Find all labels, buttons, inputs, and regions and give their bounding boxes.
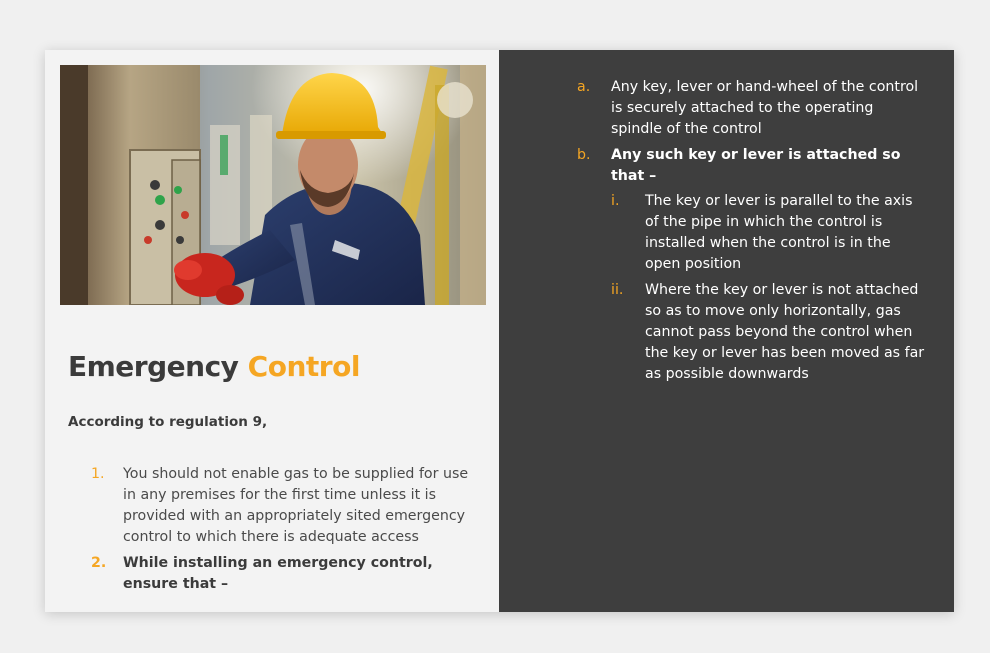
list-item [91,464,471,548]
list-item-text: The key or lever is parallel to the axis of the pipe in which the control is installed when the control is in the open position [645,193,913,272]
list-item [611,191,927,275]
list-item-text: While installing an emergency control, ensure that – [123,555,433,592]
page-title [68,350,360,383]
worker-photo [60,65,486,305]
list-marker: i. [611,193,620,209]
list-item-text: Any such key or lever is attached so that – [611,147,901,184]
list-item [577,77,927,140]
list-marker: b. [577,147,591,163]
nested-list [611,191,927,385]
list-item [611,280,927,385]
list-item-text: Any key, lever or hand-wheel of the control is securely attached to the operating spindle of the control [611,79,919,137]
list-item [577,145,927,385]
right-panel [499,50,954,612]
list-marker: 2. [91,555,107,571]
title-part1: Emergency [68,350,239,383]
list-item-text: You should not enable gas to be supplied for use in any premises for the first time unless it is provided with an appropriately sited emergency control to which there is adequate access [123,466,469,545]
title-part2: Control [247,350,360,383]
list-marker: a. [577,79,591,95]
list-item [91,553,471,595]
sub-list [577,77,927,390]
main-list [91,464,471,600]
list-marker: 1. [91,466,105,482]
intro-text: According to regulation 9, [68,414,268,430]
slide [45,50,954,612]
list-item-text: Where the key or lever is not attached so as to move only horizontally, gas cannot pass beyond the control when the key or lever has been moved as far as possible downwards [645,282,925,382]
left-panel [45,50,499,612]
list-marker: ii. [611,282,624,298]
